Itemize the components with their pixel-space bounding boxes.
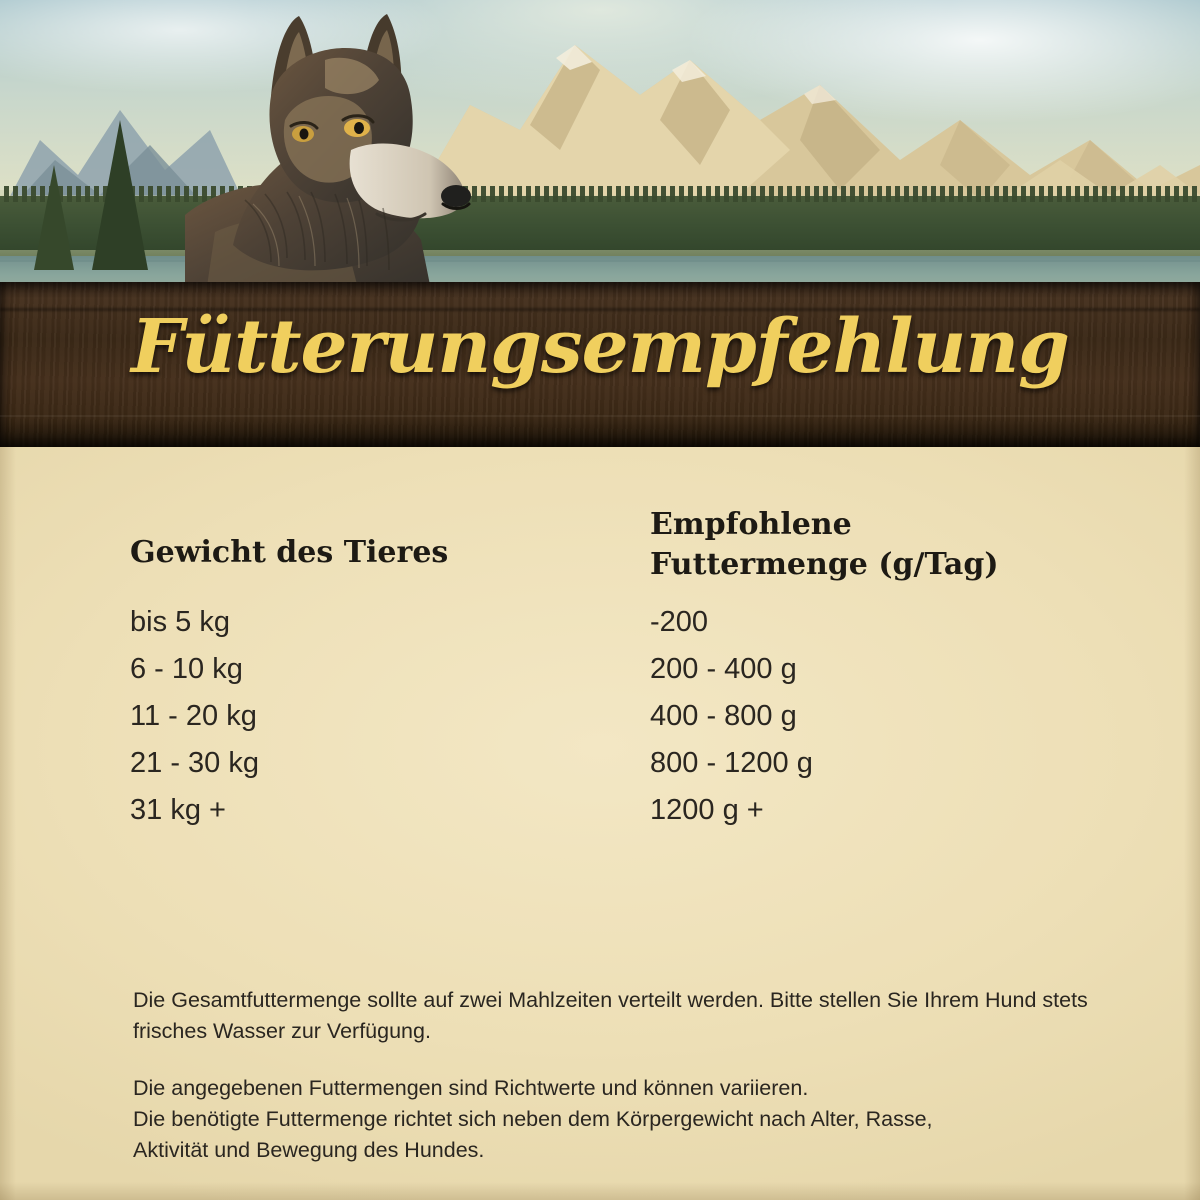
cell-amount: 800 - 1200 g (650, 747, 813, 779)
paper-edge-left (0, 447, 16, 1200)
table-header-row (130, 505, 1090, 585)
table-row (130, 646, 1090, 693)
cell-weight: bis 5 kg (130, 606, 230, 638)
note-guideline (133, 1073, 1093, 1166)
cell-weight: 31 kg + (130, 794, 226, 826)
cell-amount: -200 (650, 606, 709, 638)
wood-banner (0, 282, 1200, 447)
cell-weight: 21 - 30 kg (130, 747, 259, 779)
paper-edge-right (1184, 447, 1200, 1200)
pine-tree-icon (34, 165, 74, 270)
pine-tree-icon (92, 120, 148, 270)
notes-section (133, 985, 1093, 1166)
table-row (130, 693, 1090, 740)
cell-amount: 400 - 800 g (650, 700, 797, 732)
header-weight: Gewicht des Tieres (130, 535, 449, 570)
note-guideline-line1: Die angegebenen Futtermengen sind Richtwerte und können variieren. (133, 1076, 809, 1100)
table-body (130, 599, 1090, 834)
note-guideline-line2: Die benötigte Futtermenge richtet sich neben dem Körpergewicht nach Alter, Rasse, (133, 1107, 933, 1131)
table-row (130, 599, 1090, 646)
cell-amount: 1200 g + (650, 794, 764, 826)
note-meals: Die Gesamtfuttermenge sollte auf zwei Mahlzeiten verteilt werden. Bitte stellen Sie Ihrem Hund stets frisches Wasser zur Verfügung. (133, 988, 1088, 1043)
table-row (130, 787, 1090, 834)
paper-edge-bottom (0, 1182, 1200, 1200)
header-amount-line1: Empfohlene (650, 507, 852, 542)
table-row (130, 740, 1090, 787)
note-guideline-line3: Aktivität und Bewegung des Hundes. (133, 1138, 485, 1162)
header-amount (650, 505, 1090, 585)
feeding-table (130, 505, 1090, 834)
page-title: Fütterungsempfehlung (131, 304, 1069, 390)
cell-weight: 6 - 10 kg (130, 653, 243, 685)
wolf-photo (175, 0, 505, 300)
hero-image (0, 0, 1200, 300)
header-amount-line2: Futtermenge (g/Tag) (650, 547, 999, 582)
cell-amount: 200 - 400 g (650, 653, 797, 685)
cell-weight: 11 - 20 kg (130, 700, 257, 732)
